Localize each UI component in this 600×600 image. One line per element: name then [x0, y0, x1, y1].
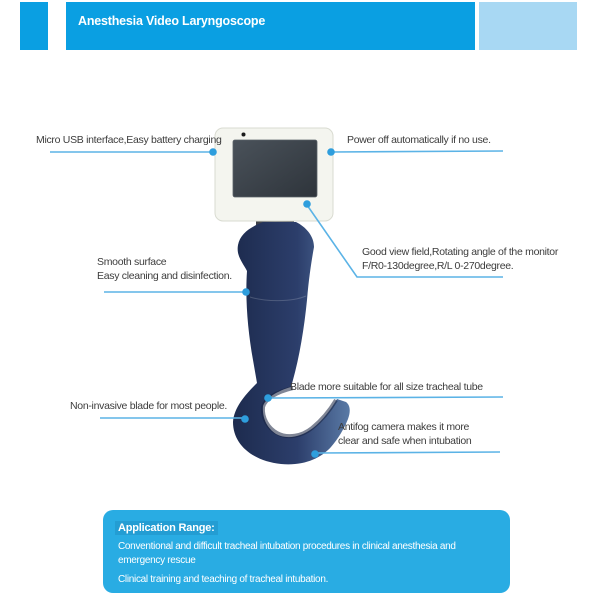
- good-view-line1: Good view field,Rotating angle of the monitor: [362, 246, 559, 258]
- callout-line-antifog: [317, 452, 500, 453]
- smooth-line1: Smooth surface: [97, 256, 167, 268]
- good-view-line2: F/R0-130degree,R/L 0-270degree.: [362, 259, 514, 272]
- callout-dot-non-invasive: [241, 415, 249, 423]
- callout-label-good-view: [362, 246, 558, 273]
- callout-label-non-invasive: Non-invasive blade for most people.: [70, 400, 228, 412]
- callout-label-power-off: Power off automatically if no use.: [347, 134, 491, 146]
- callout-dot-smooth: [242, 288, 250, 296]
- application-range-box: [103, 510, 510, 593]
- callout-line-blade: [270, 397, 503, 398]
- callout-dot-power-off: [327, 148, 335, 156]
- callout-dot-antifog: [311, 450, 319, 458]
- camera-dot: [242, 133, 246, 137]
- callout-dot-good-view: [303, 200, 311, 208]
- callout-line-power-off: [332, 151, 503, 152]
- handle-and-blade: [233, 222, 350, 464]
- application-range-item: Clinical training and teaching of tracheal intubation.: [118, 574, 329, 585]
- page-title: Anesthesia Video Laryngoscope: [78, 14, 266, 28]
- smooth-line2: Easy cleaning and disinfection.: [97, 269, 232, 282]
- callout-label-antifog: [338, 421, 471, 448]
- application-range-item: Conventional and difficult tracheal intubation procedures in clinical anesthesia and emergency rescue: [118, 541, 456, 566]
- monitor-screen: [233, 140, 317, 197]
- antifog-line2: clear and safe when intubation: [338, 434, 472, 447]
- callout-label-micro-usb: Micro USB interface,Easy battery charging: [36, 134, 222, 146]
- antifog-line1: Antifog camera makes it more: [338, 421, 470, 433]
- application-range-title: Application Range:: [115, 521, 218, 535]
- callout-label-smooth: [97, 256, 232, 283]
- callout-dot-micro-usb: [209, 148, 217, 156]
- callout-dot-blade: [264, 394, 272, 402]
- callout-label-blade: Blade more suitable for all size tracheal tube: [290, 381, 483, 393]
